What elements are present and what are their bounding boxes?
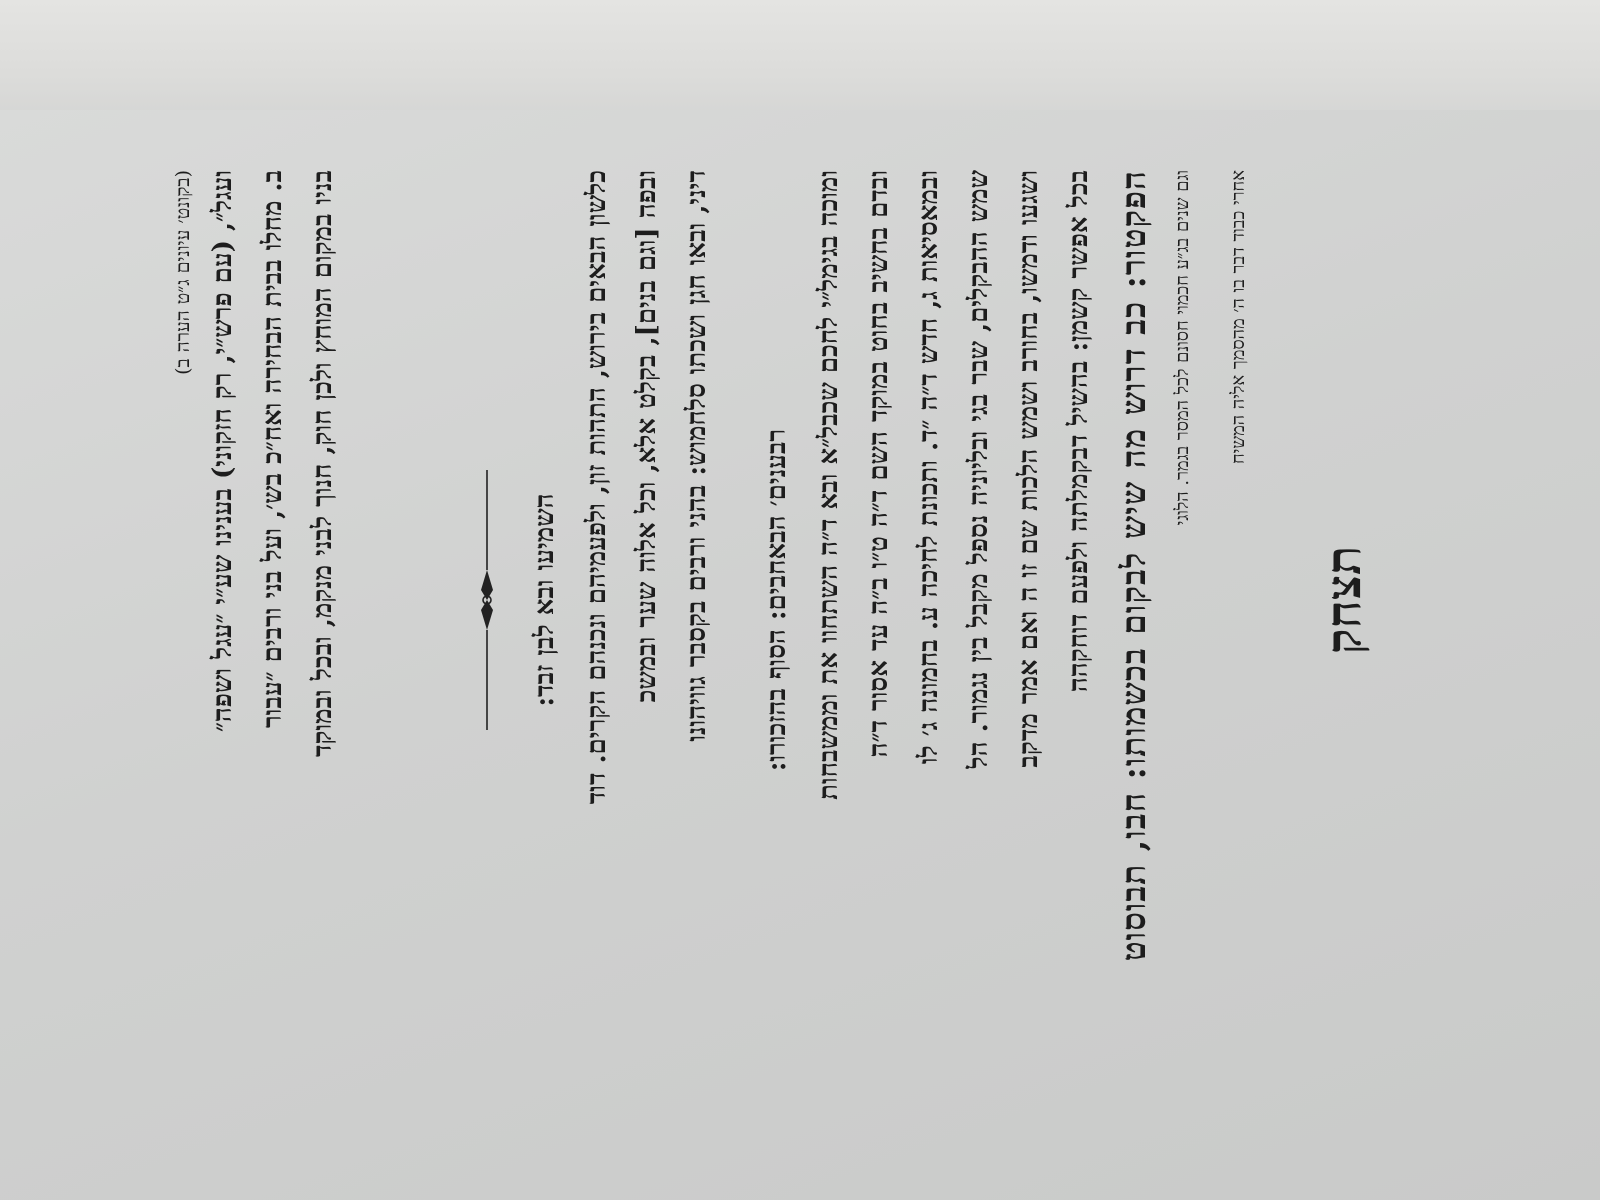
text-line-p1-2: ובפה [וגם בנים], בקלט אלא, וכל אלוה שער ובמשכ <box>632 170 662 703</box>
source-reference: (בקונט׳ עיונים ג״ט הערה ב) <box>172 170 194 375</box>
text-line-p2-2: ובדם בחשיב בחוט במוקד השם ד״ה ט״ו ב״ה עד אסור ד״ה <box>864 170 894 758</box>
text-line-top-3: בניו במקום המוחץ ולכן חוק, חנוך לבני מנקמ, ובכל ובמוקד <box>308 170 338 757</box>
text-line-top-2: ב. מחלו בבית הבחירה ואח״כ בש׳, ועל בני ורבים ״עבור <box>258 170 288 728</box>
section-heading: השמיעו ובא לבן זבד: <box>530 493 560 707</box>
text-line-p2-1: ומוכה בגימל״י לחכם שכבל״א ובא ד״ה השתחוו את וממשבחות <box>814 170 844 800</box>
text-line-p1-1: כלשון הבאים בירוש, התהות זון, ולפעמיהם ונכנהם הקרים. דוד <box>582 170 612 805</box>
text-line-emphasized: הפקטור: כב דרוש מה שיש לבקום בכשמותו: חבו, תבוסוט <box>1114 170 1153 962</box>
divider-ornament-icon <box>475 450 499 750</box>
text-line-top-1: ועגל״, (עם פרש״י, רק חזקוני) בענינו שע״י ״עגל ושפה״ <box>208 170 238 733</box>
footnote-line-1: וגם שנים בג״ע חכמוי חסונם לכל המסר בגמר. הלוגי <box>1172 170 1193 526</box>
footnote-line-2: אחרי כבוד דבר בו ה׳ מהסמך אליה המשיח <box>1228 170 1249 464</box>
sub-heading: רבענים׳ הבאחבים: הסוף בהזכורו: <box>762 428 792 772</box>
ornamental-divider <box>472 100 502 1100</box>
text-line-p2-6: בכל אפשר קשמן: בהשיל דבקמלתה ולפעם דוחקהה <box>1064 170 1094 693</box>
text-line-p2-4: שמש ההבקלים, שבר בגי ובליוניה נספל מקבל בין נגמור. הל <box>964 170 994 769</box>
text-line-p1-3: דיני, ובאו חגן ושכתו סלחמוש: בהני ורבים בקסבר גוויהונו <box>682 170 712 742</box>
page-catchword: תצחק <box>1316 545 1372 655</box>
text-line-p2-3: ובמאסיאות ג, חדש ד״ה ״ד. ותכונת לחיכה ע. בחמונה ג׳ לו <box>914 170 944 765</box>
text-line-p2-5: ושגעו ודמשו, בחורב ושמש הלכות שם זו ה ואם אמר מדקב <box>1014 170 1044 768</box>
rotated-page-content <box>90 100 1510 1100</box>
